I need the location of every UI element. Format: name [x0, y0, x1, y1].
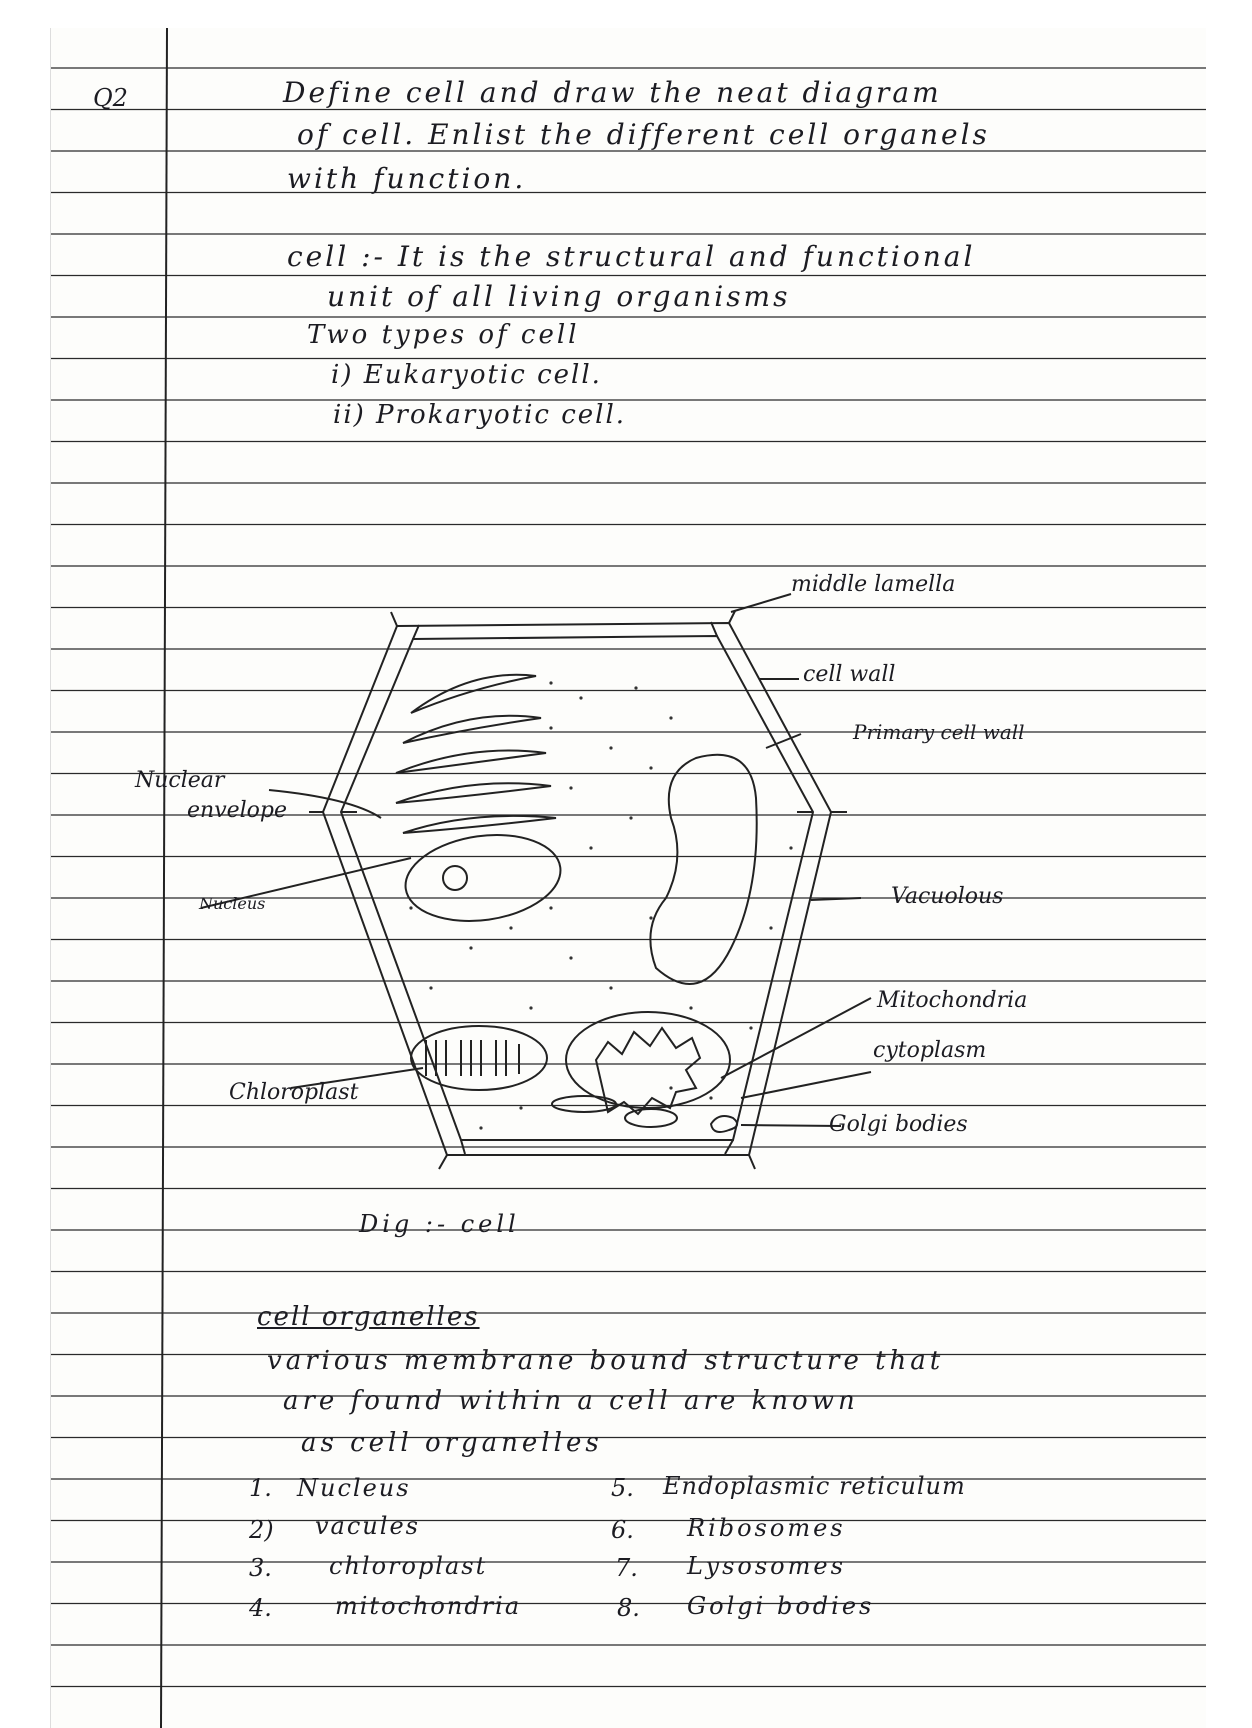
organelles-definition-line-3: as cell organelles: [301, 1428, 603, 1458]
label-mitochondria: Mitochondria: [877, 988, 1028, 1013]
organelle-item-name: Ribosomes: [687, 1514, 846, 1542]
diagram-caption: Dig :- cell: [359, 1210, 520, 1238]
organelle-item-number: 1.: [249, 1474, 272, 1502]
organelle-item-name: vacules: [315, 1512, 420, 1540]
cell-definition-line-2: unit of all living organisms: [327, 280, 791, 313]
cell-type-eukaryotic: i) Eukaryotic cell.: [331, 360, 602, 390]
golgi-body-3: [711, 1116, 737, 1132]
notebook-page: [50, 28, 1206, 1728]
organelle-item-number: 6.: [611, 1516, 634, 1544]
organelle-item-name: Lysosomes: [687, 1552, 846, 1580]
label-nuclear-envelope-1: Nuclear: [135, 768, 225, 793]
nucleolus: [443, 866, 467, 890]
organelle-item-number: 5.: [611, 1474, 634, 1502]
mitochondria-shape: [566, 1012, 730, 1108]
organelle-item-number: 3.: [249, 1554, 272, 1582]
vacuole: [650, 755, 756, 984]
organelle-item-number: 2): [249, 1516, 274, 1544]
label-cell-wall: cell wall: [803, 662, 896, 687]
cell-types-heading: Two types of cell: [307, 320, 580, 350]
label-cytoplasm: cytoplasm: [873, 1038, 987, 1063]
label-golgi-bodies: Golgi bodies: [829, 1112, 968, 1137]
organelles-definition-line-2: are found within a cell are known: [283, 1386, 859, 1416]
organelle-item-name: Endoplasmic reticulum: [663, 1472, 966, 1500]
label-nucleus: Nucleus: [199, 894, 266, 913]
organelle-item-name: chloroplast: [329, 1552, 488, 1580]
question-line-1: Define cell and draw the neat diagram: [283, 76, 942, 109]
organelle-item-name: Golgi bodies: [687, 1592, 875, 1620]
question-number: Q2: [93, 84, 128, 112]
cell-wall-outer: [323, 623, 831, 1155]
cytoplasm-dots: [409, 681, 792, 1129]
label-nuclear-envelope-2: envelope: [187, 798, 288, 823]
label-middle-lamella: middle lamella: [791, 572, 956, 597]
organelle-item-number: 4.: [249, 1594, 272, 1622]
question-line-3: with function.: [287, 162, 527, 195]
endoplasmic-reticulum: [396, 675, 556, 833]
label-chloroplast: Chloroplast: [229, 1080, 359, 1105]
cell-definition-line-1: cell :- It is the structural and functional: [287, 240, 976, 273]
organelle-item-number: 7.: [615, 1554, 638, 1582]
organelle-item-number: 8.: [617, 1594, 640, 1622]
golgi-body-2: [625, 1109, 677, 1127]
organelles-heading: cell organelles: [257, 1302, 480, 1332]
organelle-item-name: mitochondria: [335, 1592, 522, 1620]
label-primary-cell-wall: Primary cell wall: [853, 720, 1025, 744]
organelle-item-name: Nucleus: [297, 1474, 411, 1502]
label-vacuoles: Vacuolous: [891, 884, 1004, 909]
organelles-definition-line-1: various membrane bound structure that: [267, 1346, 945, 1376]
nucleus-envelope: [400, 826, 566, 931]
question-line-2: of cell. Enlist the different cell organels: [297, 118, 990, 151]
cell-diagram: [51, 28, 1206, 1728]
cell-type-prokaryotic: ii) Prokaryotic cell.: [333, 400, 627, 430]
